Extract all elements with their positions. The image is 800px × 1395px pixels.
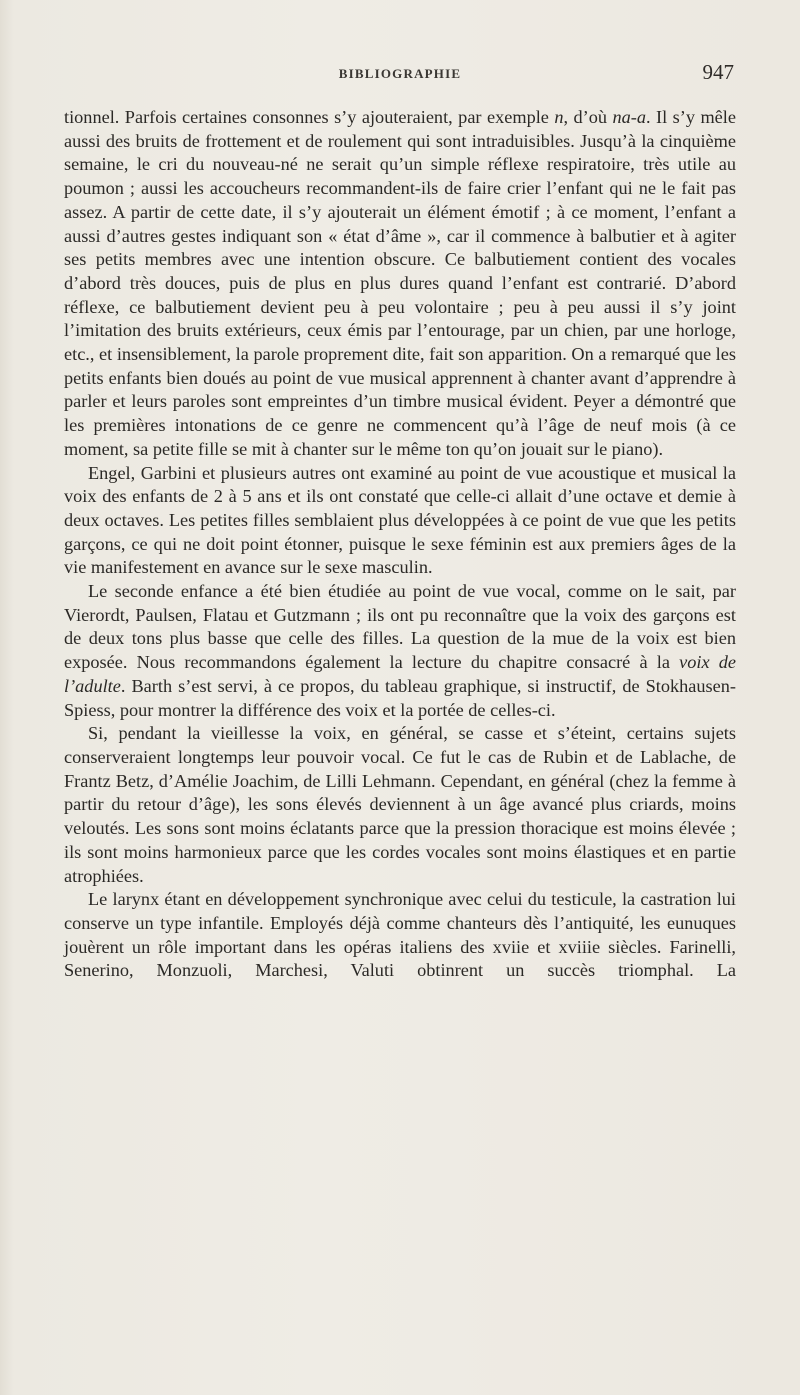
paragraph-1-italic-n: n bbox=[554, 107, 564, 127]
page-header bbox=[64, 60, 736, 88]
running-title: BIBLIOGRAPHIE bbox=[338, 66, 462, 81]
paragraph-1-part-c: . Il s’y mêle aussi des bruits de frottement et de roulement qui sont intraduisibles. Jusqu’à la cinquième semaine, le cri du nouveau-né ne serait qu’un simple réflexe respiratoire, très utile au poumon ; aussi les accoucheurs recommandent-ils de faire crier l’enfant qui ne le fait pas assez. A partir de cette date, il s’y ajouterait un élément émotif ; à ce moment, l’enfant a aussi d’autres gestes indiquant son « état d’âme », car il commence à balbutier et à agiter ses petits membres avec une intention obscure. Ce balbutiement contient des vocales d’abord très douces, puis de plus en plus dures quand l’enfant est contrarié. D’abord réflexe, ce balbutiement devient peu à peu volontaire ; peu à peu aussi il s’y joint l’imitation des bruits extérieurs, ceux émis par l’entourage, par un chien, par une horloge, etc., et insensiblement, la parole proprement dite, fait son apparition. On a remarqué que les petits enfants bien doués au point de vue musical apprennent à chanter avant d’apprendre à parler et leurs paroles sont empreintes d’un timbre musical évident. Peyer a démontré que les premières intonations de ce genre ne commencent qu’à l’âge de neuf mois (à ce moment, sa petite fille se mit à chanter sur le même ton qu’on jouait sur le piano). bbox=[64, 107, 736, 459]
page-number: 947 bbox=[702, 60, 734, 84]
paragraph-1-italic-na-a: na-a bbox=[612, 107, 647, 127]
paragraph-3-part-b: . Barth s’est servi, à ce propos, du tableau graphique, si instructif, de Stokhausen-Spiess, pour montrer la différence des voix et la portée de celles-ci. bbox=[64, 675, 736, 720]
body-text bbox=[64, 106, 736, 983]
paragraph-1-part-a: tionnel. Parfois certaines consonnes s’y ajouteraient, par exemple bbox=[64, 107, 555, 127]
paragraph-3-part-a: Le seconde enfance a été bien étudiée au point de vue vocal, comme on le sait, par Vierordt, Paulsen, Flatau et Gutzmann ; ils ont pu reconnaître que la voix des garçons est de deux tons plus basse que celle des filles. La question de la mue de la voix est bien exposée. Nous recommandons également la lecture du chapitre consacré à la bbox=[64, 581, 736, 673]
paragraph-3-italic: voix de l’adulte bbox=[64, 652, 736, 696]
paragraph-1-part-b: , d’où bbox=[563, 107, 613, 127]
paragraph-4: Si, pendant la vieillesse la voix, en général, se casse et s’éteint, certains sujets conserveraient longtemps leur pouvoir vocal. Ce fut le cas de Rubin et de Lablache, de Frantz Betz, d’Amélie Joachim, de Lilli Lehmann. Cependant, en général (chez la femme à partir du retour d’âge), les sons élevés deviennent à un âge avancé plus criards, moins veloutés. Les sons sont moins éclatants parce que la pression thoracique est moins élevée ; ils sont moins harmonieux parce que les cordes vocales sont moins élastiques et en partie atrophiées. bbox=[64, 723, 736, 886]
paragraph-3 bbox=[64, 580, 736, 722]
paragraph-2: Engel, Garbini et plusieurs autres ont examiné au point de vue acoustique et musical la voix des enfants de 2 à 5 ans et ils ont constaté que celle-ci allait d’une octave et demie à deux octaves. Les petites filles semblaient plus développées à ce point de vue que les petits garçons, ce qui ne doit point étonner, puisque le sexe féminin est aux premiers âges de la vie manifestement en avance sur le sexe masculin. bbox=[64, 462, 736, 578]
paragraph-1 bbox=[64, 106, 736, 462]
paragraph-5: Le larynx étant en développement synchronique avec celui du testicule, la castration lui conserve un type infantile. Employés déjà comme chanteurs dès l’antiquité, les eunuques jouèrent un rôle important dans les opéras italiens des xviie et xviiie siècles. Farinelli, Senerino, Monzuoli, Marchesi, Valuti obtinrent un succès triomphal. La bbox=[64, 889, 736, 981]
